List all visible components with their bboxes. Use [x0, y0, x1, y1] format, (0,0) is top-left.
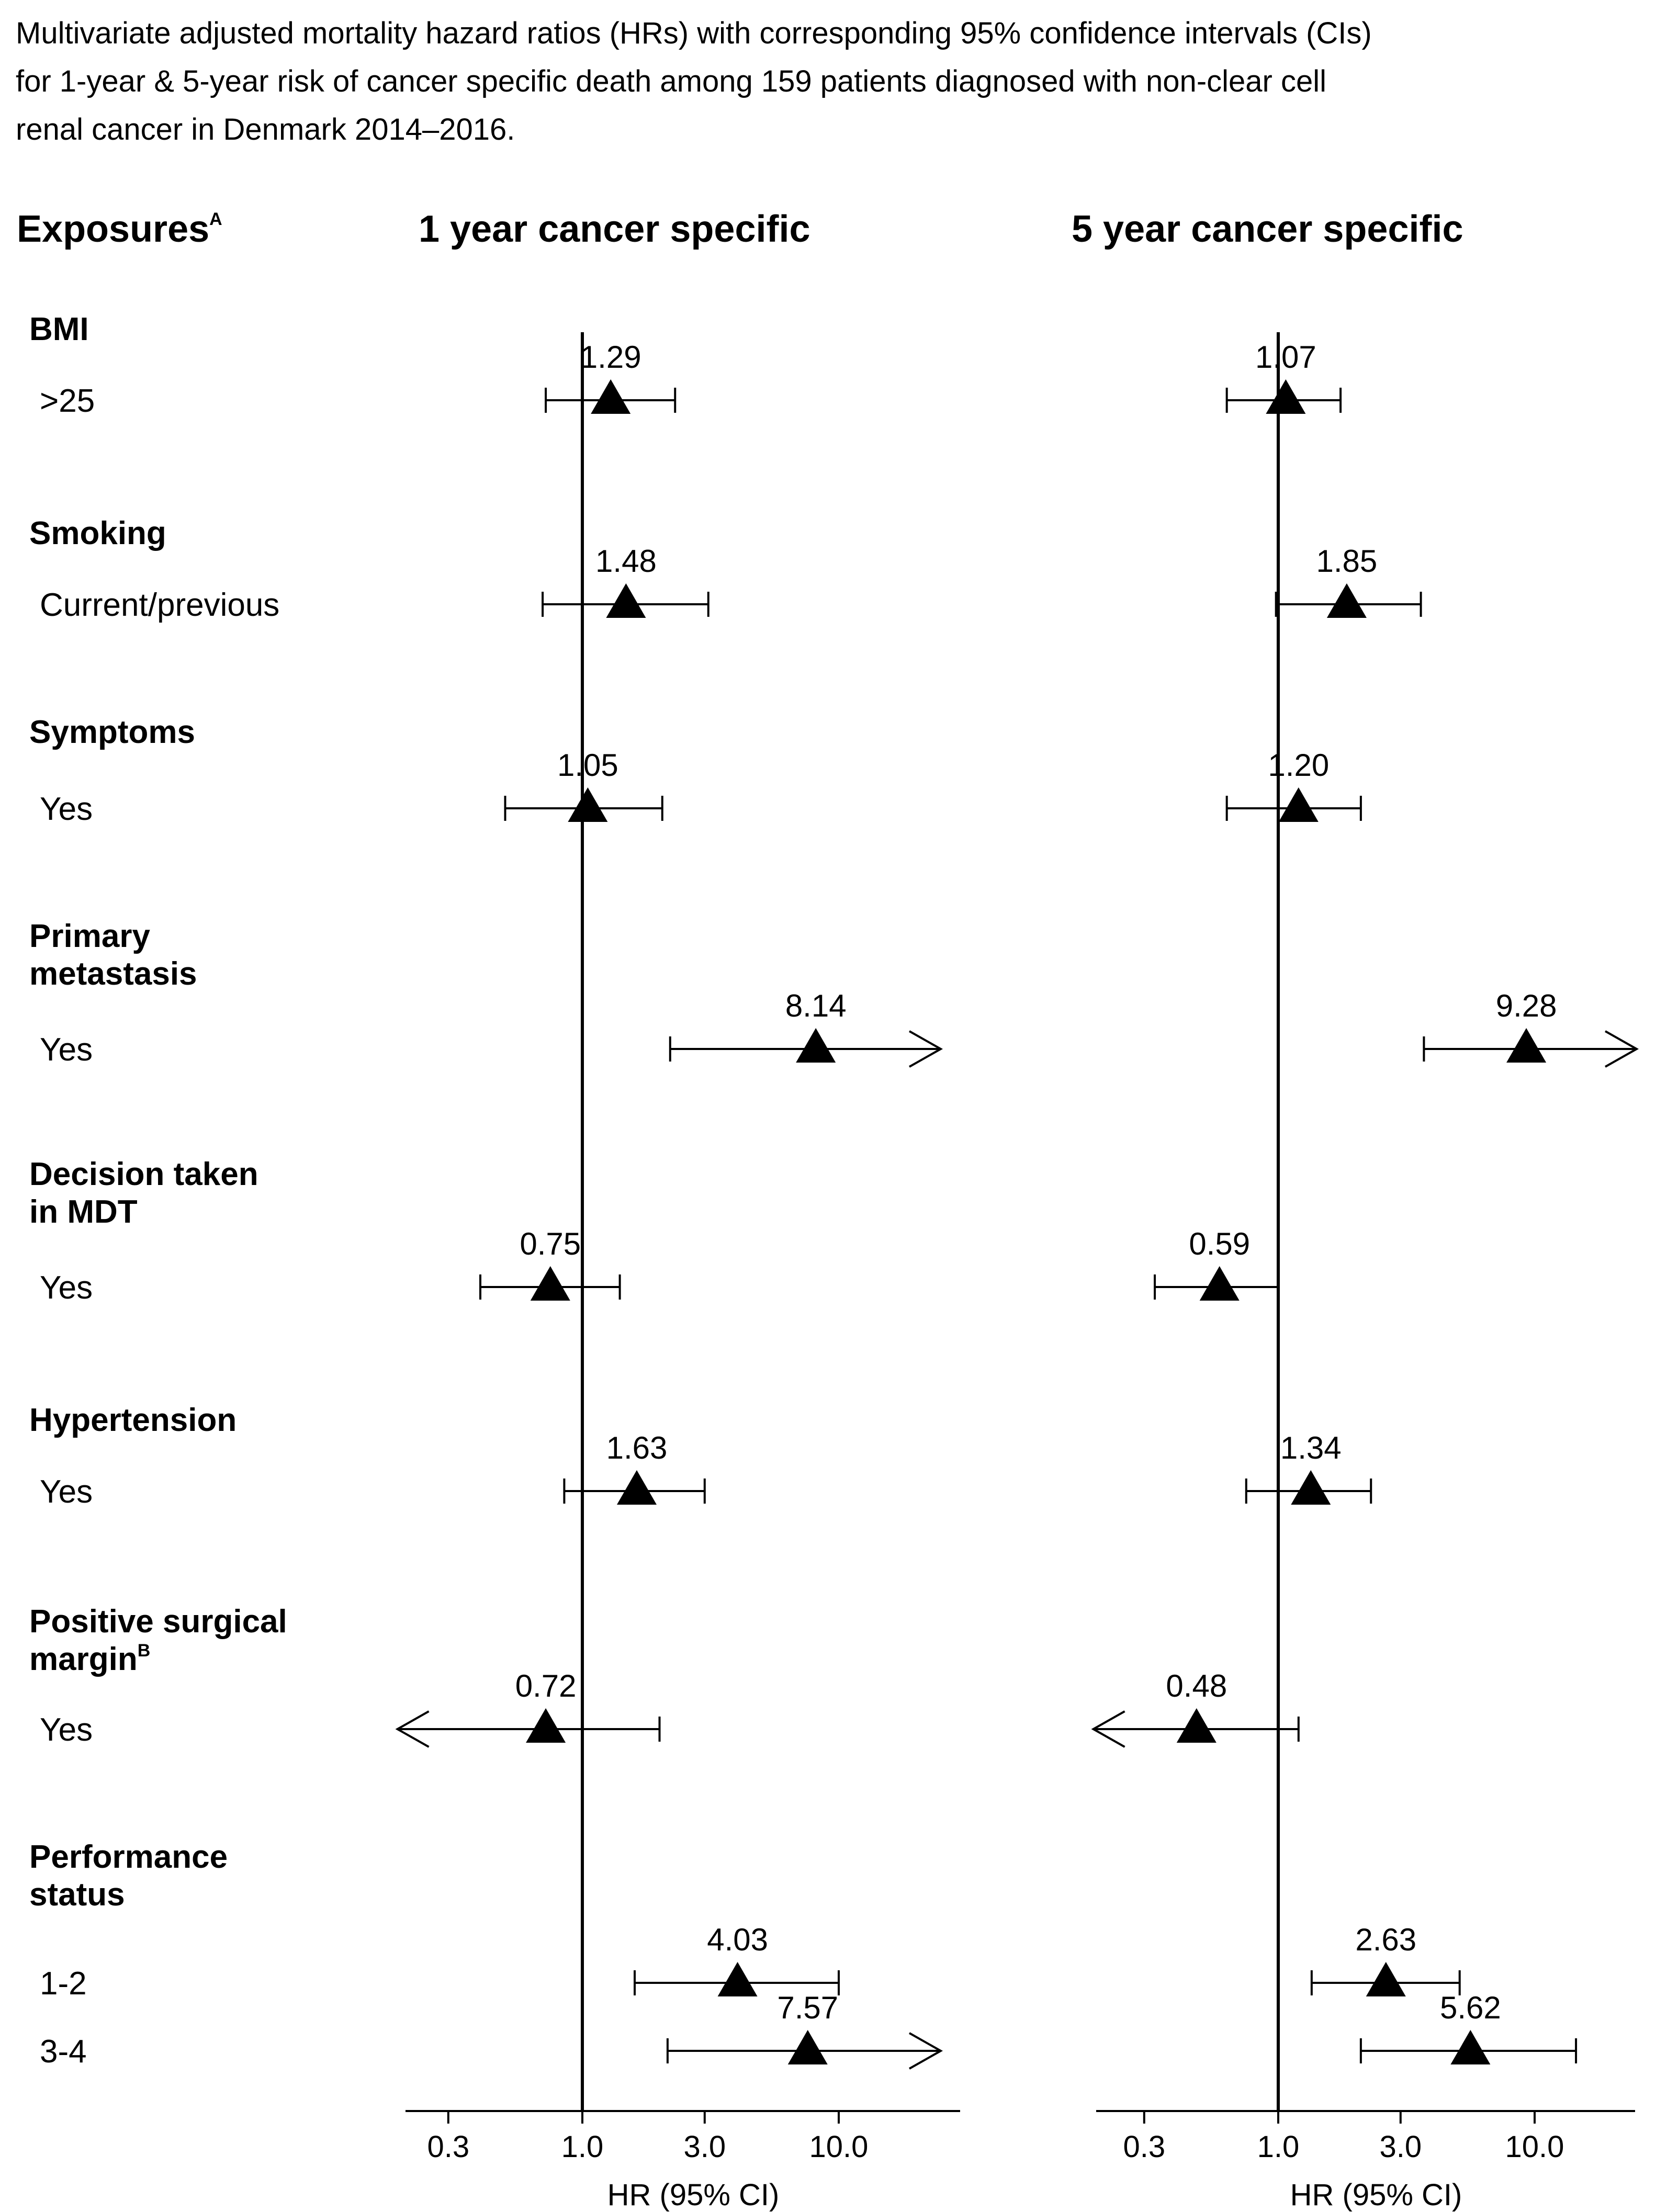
- hr-value-label: 1.05: [557, 748, 618, 783]
- hr-point-marker: [1279, 787, 1319, 822]
- exposure-group-label: Hypertension: [29, 1402, 237, 1438]
- hr-value-label: 5.62: [1439, 1990, 1501, 2025]
- hr-point-marker: [796, 1028, 836, 1063]
- hr-point-marker: [1177, 1708, 1217, 1743]
- hr-point-marker: [1506, 1028, 1546, 1063]
- exposure-group-label: status: [29, 1877, 125, 1913]
- x-tick-label: 0.3: [1123, 2130, 1166, 2164]
- hr-value-label: 4.03: [707, 1922, 768, 1957]
- exposures-header: Exposures$^A$: [17, 208, 222, 250]
- exposure-level-label: Current/previous: [40, 587, 280, 623]
- hr-value-label: 1.34: [1280, 1430, 1342, 1465]
- exposure-group-label: Smoking: [29, 515, 166, 551]
- x-tick-label: 0.3: [427, 2130, 470, 2164]
- caption-line: Multivariate adjusted mortality hazard ratios (HRs) with corresponding 95% confidence intervals (CIs): [16, 16, 1372, 50]
- hr-value-label: 1.63: [606, 1430, 668, 1465]
- exposure-level-label: Yes: [40, 1032, 93, 1068]
- hr-point-marker: [1327, 583, 1367, 618]
- exposure-group-label: BMI: [29, 311, 89, 347]
- hr-value-label: 0.72: [515, 1668, 577, 1703]
- hr-value-label: 2.63: [1355, 1922, 1417, 1957]
- exposure-level-label: Yes: [40, 1474, 93, 1510]
- x-tick-label: 1.0: [1257, 2130, 1300, 2164]
- exposure-group-label: in MDT: [29, 1194, 138, 1230]
- exposure-group-label: margin$^B$: [29, 1641, 151, 1677]
- exposure-level-label: >25: [40, 383, 95, 419]
- hr-point-marker: [1291, 1470, 1331, 1505]
- exposure-group-label: Performance: [29, 1839, 228, 1875]
- hr-value-label: 1.20: [1268, 748, 1330, 783]
- exposure-group-label: Symptoms: [29, 714, 195, 750]
- hr-point-marker: [568, 787, 607, 822]
- exposure-level-label: 3-4: [40, 2034, 87, 2070]
- hr-point-marker: [526, 1708, 566, 1743]
- exposure-group-label: Decision taken: [29, 1156, 258, 1192]
- x-tick-label: 3.0: [683, 2130, 726, 2164]
- x-tick-label: 10.0: [809, 2130, 869, 2164]
- hr-value-label: 1.48: [595, 544, 657, 579]
- hr-value-label: 1.29: [580, 340, 641, 375]
- hr-point-marker: [788, 2030, 828, 2064]
- exposure-group-label: Positive surgical: [29, 1604, 287, 1640]
- hr-value-label: 0.59: [1189, 1226, 1251, 1261]
- hr-point-marker: [1366, 1962, 1406, 1996]
- exposure-group-label: metastasis: [29, 956, 197, 992]
- hr-point-marker: [606, 583, 646, 618]
- forest-panel-5year: [1094, 332, 1637, 2212]
- x-axis-title: HR (95% CI): [1290, 2178, 1462, 2212]
- hr-point-marker: [531, 1266, 570, 1301]
- hr-value-label: 0.48: [1166, 1668, 1227, 1703]
- hr-point-marker: [617, 1470, 657, 1505]
- hr-point-marker: [718, 1962, 758, 1996]
- exposure-level-label: Yes: [40, 1712, 93, 1748]
- exposure-labels: [29, 311, 287, 2070]
- caption-line: renal cancer in Denmark 2014–2016.: [16, 112, 515, 146]
- exposure-level-label: Yes: [40, 791, 93, 827]
- caption-line: for 1-year & 5-year risk of cancer specific death among 159 patients diagnosed with non-clear cell: [16, 64, 1326, 98]
- hr-value-label: 9.28: [1495, 988, 1557, 1023]
- exposure-level-label: 1-2: [40, 1966, 87, 2002]
- panel-1-title: 1 year cancer specific: [419, 208, 810, 250]
- exposure-group-label: Primary: [29, 918, 150, 954]
- x-tick-label: 3.0: [1379, 2130, 1422, 2164]
- forest-panel-1year: [398, 332, 960, 2212]
- hr-point-marker: [1200, 1266, 1240, 1301]
- panel-2-title: 5 year cancer specific: [1072, 208, 1463, 250]
- x-tick-label: 10.0: [1505, 2130, 1564, 2164]
- hr-value-label: 1.85: [1316, 544, 1378, 579]
- exposure-level-label: Yes: [40, 1270, 93, 1306]
- x-axis-title: HR (95% CI): [607, 2178, 780, 2212]
- footnote-marker: B: [137, 1641, 151, 1661]
- hr-value-label: 7.57: [777, 1990, 839, 2025]
- hr-point-marker: [591, 379, 630, 414]
- hr-value-label: 8.14: [785, 988, 847, 1023]
- x-tick-label: 1.0: [561, 2130, 604, 2164]
- hr-point-marker: [1450, 2030, 1490, 2064]
- hr-point-marker: [1266, 379, 1305, 414]
- hr-value-label: 0.75: [520, 1226, 581, 1261]
- hr-value-label: 1.07: [1255, 340, 1316, 375]
